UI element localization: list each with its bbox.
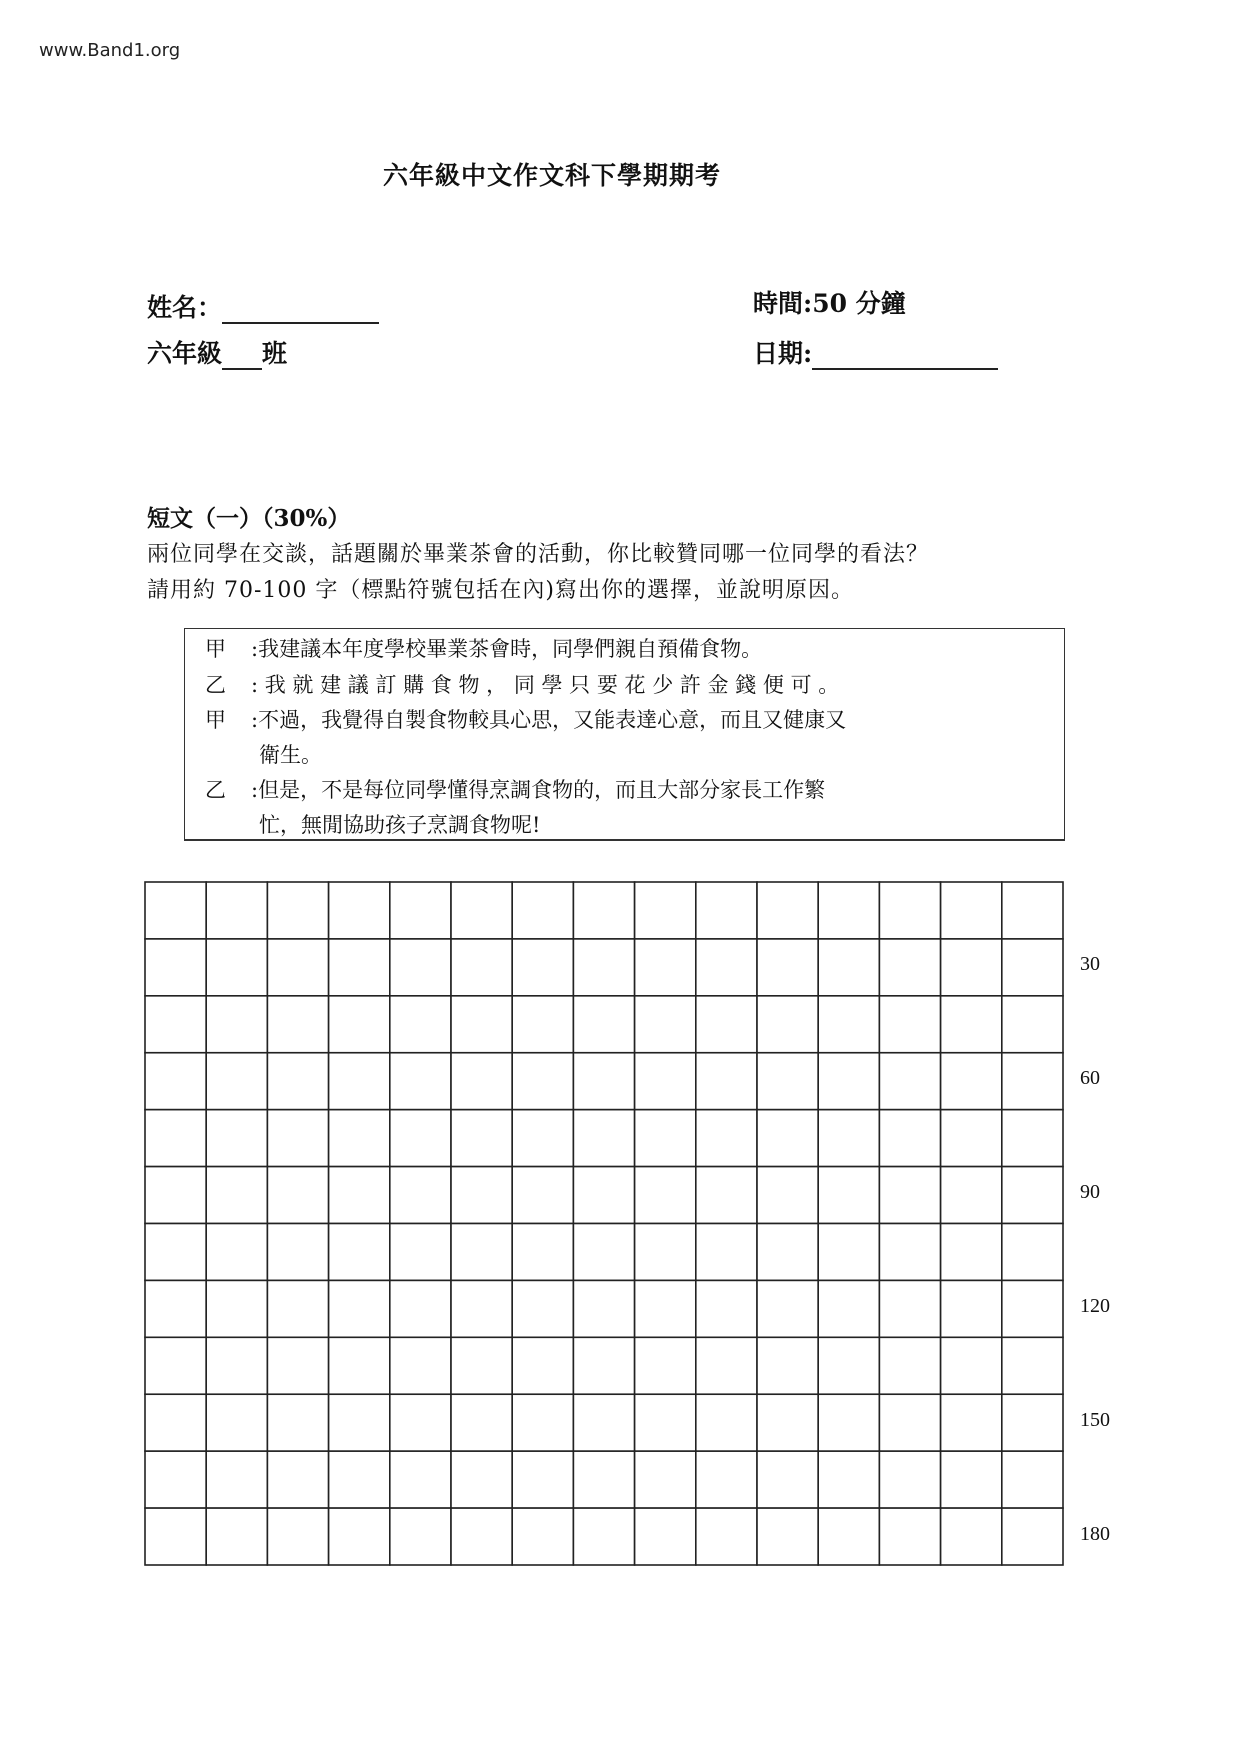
grid-cell[interactable]: [696, 1224, 757, 1281]
grid-cell[interactable]: [696, 1280, 757, 1337]
class-prefix: 六年級: [147, 339, 223, 368]
dialogue-line: [205, 633, 762, 663]
grid-cell[interactable]: [879, 939, 940, 996]
grid-cell[interactable]: [267, 882, 328, 939]
grid-cell[interactable]: [573, 1167, 634, 1224]
grid-cell[interactable]: [1002, 1053, 1063, 1110]
grid-cell[interactable]: [451, 1110, 512, 1167]
grid-cell[interactable]: [757, 1337, 818, 1394]
time-label: 時間:50 分鐘: [753, 289, 906, 318]
grid-cell[interactable]: [512, 1053, 573, 1110]
grid-cell[interactable]: [451, 1167, 512, 1224]
grid-cell[interactable]: [696, 1110, 757, 1167]
grid-cell[interactable]: [390, 1451, 451, 1508]
grid-cell[interactable]: [267, 996, 328, 1053]
speaker: 甲: [205, 637, 226, 661]
grid-cell[interactable]: [1002, 882, 1063, 939]
grid-cell[interactable]: [635, 1508, 696, 1565]
grid-cell[interactable]: [573, 939, 634, 996]
grid-cell[interactable]: [267, 1224, 328, 1281]
grid-cell[interactable]: [818, 996, 879, 1053]
count-marker: 120: [1080, 1295, 1110, 1317]
grid-cell[interactable]: [573, 1280, 634, 1337]
grid-cell[interactable]: [512, 1394, 573, 1451]
grid-cell[interactable]: [941, 1280, 1002, 1337]
grid-cell[interactable]: [329, 1451, 390, 1508]
grid-cell[interactable]: [696, 1053, 757, 1110]
dialogue-box: [184, 628, 1065, 841]
grid-cell[interactable]: [267, 1110, 328, 1167]
grid-cell[interactable]: [941, 1337, 1002, 1394]
grid-cell[interactable]: [451, 1394, 512, 1451]
dialogue-text: :我建議本年度學校畢業茶會時，同學們親自預備食物。: [251, 637, 763, 661]
grid-cell[interactable]: [941, 1167, 1002, 1224]
grid-cell[interactable]: [635, 1167, 696, 1224]
grid-cell[interactable]: [573, 1394, 634, 1451]
grid-cell[interactable]: [573, 1224, 634, 1281]
grid-cell[interactable]: [390, 1167, 451, 1224]
grid-cell[interactable]: [573, 882, 634, 939]
count-marker: 150: [1080, 1409, 1110, 1431]
grid-cell[interactable]: [879, 1053, 940, 1110]
grid-cell[interactable]: [757, 1167, 818, 1224]
grid-cell[interactable]: [573, 996, 634, 1053]
site-watermark: www.Band1.org: [39, 40, 181, 61]
grid-cell[interactable]: [1002, 1280, 1063, 1337]
grid-cell[interactable]: [573, 1110, 634, 1167]
grid-cell[interactable]: [329, 1508, 390, 1565]
class-blank[interactable]: [222, 342, 262, 370]
grid-cell[interactable]: [696, 1394, 757, 1451]
grid-cell[interactable]: [329, 1053, 390, 1110]
count-marker: 180: [1080, 1523, 1110, 1545]
grid-cell[interactable]: [206, 1280, 267, 1337]
grid-cell[interactable]: [573, 1451, 634, 1508]
grid-cell[interactable]: [512, 882, 573, 939]
grid-cell[interactable]: [941, 1451, 1002, 1508]
grid-cell[interactable]: [1002, 996, 1063, 1053]
speaker: 甲: [205, 708, 226, 732]
grid-cell[interactable]: [206, 1508, 267, 1565]
grid-cell[interactable]: [879, 1110, 940, 1167]
grid-cell[interactable]: [635, 996, 696, 1053]
grid-cell[interactable]: [1002, 1110, 1063, 1167]
prompt-line-2: 請用約 70-100 字（標點符號包括在內)寫出你的選擇，並說明原因。: [147, 578, 854, 603]
grid-cell[interactable]: [451, 1224, 512, 1281]
grid-cell[interactable]: [267, 1167, 328, 1224]
grid-cell[interactable]: [879, 1394, 940, 1451]
grid-cell[interactable]: [818, 939, 879, 996]
grid-cell[interactable]: [145, 1224, 206, 1281]
grid-cell[interactable]: [757, 882, 818, 939]
grid-cell[interactable]: [267, 939, 328, 996]
name-field[interactable]: [147, 288, 379, 324]
grid-cell[interactable]: [696, 1451, 757, 1508]
speaker: 乙: [205, 778, 226, 802]
grid-cell[interactable]: [451, 1053, 512, 1110]
grid-cell[interactable]: [390, 1337, 451, 1394]
grid-cell[interactable]: [512, 1280, 573, 1337]
grid-cell[interactable]: [1002, 1224, 1063, 1281]
grid-cell[interactable]: [451, 1451, 512, 1508]
grid-cell[interactable]: [941, 1110, 1002, 1167]
grid-cell[interactable]: [206, 1337, 267, 1394]
grid-cell[interactable]: [635, 1280, 696, 1337]
grid-cell[interactable]: [941, 996, 1002, 1053]
writing-grid[interactable]: [144, 881, 1064, 1566]
grid-cell[interactable]: [573, 1508, 634, 1565]
grid-cell[interactable]: [818, 1280, 879, 1337]
grid-cell[interactable]: [206, 939, 267, 996]
grid-cell[interactable]: [390, 1224, 451, 1281]
grid-cell[interactable]: [390, 882, 451, 939]
grid-cell[interactable]: [267, 1394, 328, 1451]
date-label: 日期:: [753, 339, 813, 368]
grid-cell[interactable]: [757, 1508, 818, 1565]
grid-cell[interactable]: [267, 1451, 328, 1508]
grid-cell[interactable]: [206, 1394, 267, 1451]
grid-cell[interactable]: [696, 939, 757, 996]
grid-cell[interactable]: [818, 1167, 879, 1224]
grid-cell[interactable]: [818, 1337, 879, 1394]
grid-cell[interactable]: [635, 1224, 696, 1281]
name-label: 姓名：: [147, 293, 223, 322]
count-marker: 90: [1080, 1181, 1100, 1203]
grid-cell[interactable]: [390, 1053, 451, 1110]
grid-cell[interactable]: [145, 1337, 206, 1394]
grid-cell[interactable]: [329, 1167, 390, 1224]
dialogue-text: : 我 就 建 議 訂 購 食 物 ， 同 學 只 要 花 少 許 金 錢 便 可 。: [251, 673, 840, 697]
grid-cell[interactable]: [757, 939, 818, 996]
grid-cell[interactable]: [329, 1224, 390, 1281]
grid-cell[interactable]: [329, 1280, 390, 1337]
grid-cell[interactable]: [267, 1053, 328, 1110]
grid-cell[interactable]: [390, 1280, 451, 1337]
grid-cell[interactable]: [879, 1451, 940, 1508]
grid-cell[interactable]: [941, 1508, 1002, 1565]
grid-cell[interactable]: [206, 1224, 267, 1281]
date-field[interactable]: [753, 334, 998, 370]
name-blank[interactable]: [222, 296, 379, 324]
grid-cell[interactable]: [941, 1224, 1002, 1281]
grid-cell[interactable]: [206, 882, 267, 939]
grid-cell[interactable]: [879, 996, 940, 1053]
grid-cell[interactable]: [390, 1110, 451, 1167]
grid-cell[interactable]: [818, 882, 879, 939]
grid-cell[interactable]: [512, 939, 573, 996]
grid-cell[interactable]: [1002, 939, 1063, 996]
class-field[interactable]: [147, 334, 287, 370]
count-marker: 60: [1080, 1067, 1100, 1089]
grid-cell[interactable]: [206, 1110, 267, 1167]
grid-cell[interactable]: [818, 1394, 879, 1451]
grid-cell[interactable]: [329, 882, 390, 939]
grid-cell[interactable]: [879, 1167, 940, 1224]
grid-cell[interactable]: [451, 1337, 512, 1394]
dialogue-text: :不過，我覺得自製食物較具心思，又能表達心意，而且又健康又: [251, 708, 847, 732]
grid-cell[interactable]: [757, 1451, 818, 1508]
grid-cell[interactable]: [757, 996, 818, 1053]
dialogue-text: :但是，不是每位同學懂得烹調食物的，而且大部分家長工作繁: [251, 778, 826, 802]
grid-cell[interactable]: [145, 1508, 206, 1565]
grid-cell[interactable]: [206, 1053, 267, 1110]
grid-cell[interactable]: [635, 1394, 696, 1451]
grid-cell[interactable]: [206, 996, 267, 1053]
grid-cell[interactable]: [1002, 1451, 1063, 1508]
dialogue-line: [205, 704, 846, 734]
grid-cell[interactable]: [757, 1280, 818, 1337]
grid-cell[interactable]: [757, 1110, 818, 1167]
grid-cell[interactable]: [329, 1337, 390, 1394]
grid-cell[interactable]: [635, 1337, 696, 1394]
grid-cell[interactable]: [1002, 1337, 1063, 1394]
grid-cell[interactable]: [267, 1280, 328, 1337]
grid-cell[interactable]: [390, 1508, 451, 1565]
speaker: 乙: [205, 673, 226, 697]
grid-cell[interactable]: [145, 1110, 206, 1167]
date-blank[interactable]: [812, 342, 998, 370]
grid-cell[interactable]: [145, 939, 206, 996]
grid-cell[interactable]: [206, 1451, 267, 1508]
count-marker: 30: [1080, 953, 1100, 975]
class-suffix: 班: [262, 339, 288, 368]
grid-cell[interactable]: [145, 1167, 206, 1224]
section-heading: 短文（一）（30%）: [147, 505, 351, 532]
grid-cell[interactable]: [635, 882, 696, 939]
grid-cell[interactable]: [879, 1508, 940, 1565]
grid-cell[interactable]: [696, 1167, 757, 1224]
prompt-line-1: 兩位同學在交談，話題關於畢業茶會的活動，你比較贊同哪一位同學的看法？: [147, 542, 930, 567]
dialogue-continuation: 衛生。: [259, 743, 322, 767]
grid-cell[interactable]: [818, 1451, 879, 1508]
grid-cell[interactable]: [329, 939, 390, 996]
grid-cell[interactable]: [390, 996, 451, 1053]
grid-cell[interactable]: [145, 1451, 206, 1508]
grid-cell[interactable]: [145, 1053, 206, 1110]
grid-cell[interactable]: [757, 1224, 818, 1281]
grid-cell[interactable]: [267, 1508, 328, 1565]
grid-cell[interactable]: [512, 1110, 573, 1167]
grid-cell[interactable]: [451, 882, 512, 939]
grid-cell[interactable]: [941, 1394, 1002, 1451]
grid-cell[interactable]: [757, 1394, 818, 1451]
grid-cell[interactable]: [512, 996, 573, 1053]
grid-cell[interactable]: [267, 1337, 328, 1394]
grid-cell[interactable]: [879, 1224, 940, 1281]
grid-cell[interactable]: [573, 1337, 634, 1394]
grid-cell[interactable]: [818, 1053, 879, 1110]
grid-cell[interactable]: [696, 1508, 757, 1565]
grid-cell[interactable]: [206, 1167, 267, 1224]
grid-cell[interactable]: [390, 939, 451, 996]
grid-cell[interactable]: [696, 882, 757, 939]
grid-cell[interactable]: [879, 882, 940, 939]
grid-cell[interactable]: [635, 1451, 696, 1508]
grid-cell[interactable]: [329, 996, 390, 1053]
grid-cell[interactable]: [1002, 1394, 1063, 1451]
grid-cell[interactable]: [635, 939, 696, 996]
grid-cell[interactable]: [512, 1508, 573, 1565]
grid-cell[interactable]: [818, 1508, 879, 1565]
grid-cell[interactable]: [1002, 1167, 1063, 1224]
dialogue-line: [205, 669, 839, 699]
grid-cell[interactable]: [145, 1280, 206, 1337]
grid-cell[interactable]: [145, 996, 206, 1053]
grid-cell[interactable]: [573, 1053, 634, 1110]
grid-cell[interactable]: [390, 1394, 451, 1451]
grid-cell[interactable]: [1002, 1508, 1063, 1565]
grid-cell[interactable]: [941, 1053, 1002, 1110]
grid-cell[interactable]: [512, 1337, 573, 1394]
grid-cell[interactable]: [512, 1451, 573, 1508]
grid-cell[interactable]: [451, 939, 512, 996]
grid-cell[interactable]: [512, 1224, 573, 1281]
grid-cell[interactable]: [635, 1110, 696, 1167]
grid-cell[interactable]: [451, 996, 512, 1053]
grid-cell[interactable]: [635, 1053, 696, 1110]
grid-cell[interactable]: [512, 1167, 573, 1224]
grid-cell[interactable]: [145, 1394, 206, 1451]
grid-cell[interactable]: [818, 1224, 879, 1281]
grid-cell[interactable]: [757, 1053, 818, 1110]
grid-cell[interactable]: [145, 882, 206, 939]
grid-cell[interactable]: [451, 1280, 512, 1337]
grid-cell[interactable]: [329, 1394, 390, 1451]
grid-cell[interactable]: [451, 1508, 512, 1565]
grid-cell[interactable]: [941, 939, 1002, 996]
grid-cell[interactable]: [329, 1110, 390, 1167]
grid-cell[interactable]: [879, 1280, 940, 1337]
grid-cell[interactable]: [818, 1110, 879, 1167]
dialogue-line: [205, 774, 825, 804]
grid-cell[interactable]: [941, 882, 1002, 939]
page-title: 六年級中文作文科下學期期考: [382, 161, 721, 190]
grid-cell[interactable]: [879, 1337, 940, 1394]
grid-cell[interactable]: [696, 996, 757, 1053]
dialogue-continuation: 忙，無閒協助孩子烹調食物呢!: [259, 813, 541, 837]
grid-cell[interactable]: [696, 1337, 757, 1394]
